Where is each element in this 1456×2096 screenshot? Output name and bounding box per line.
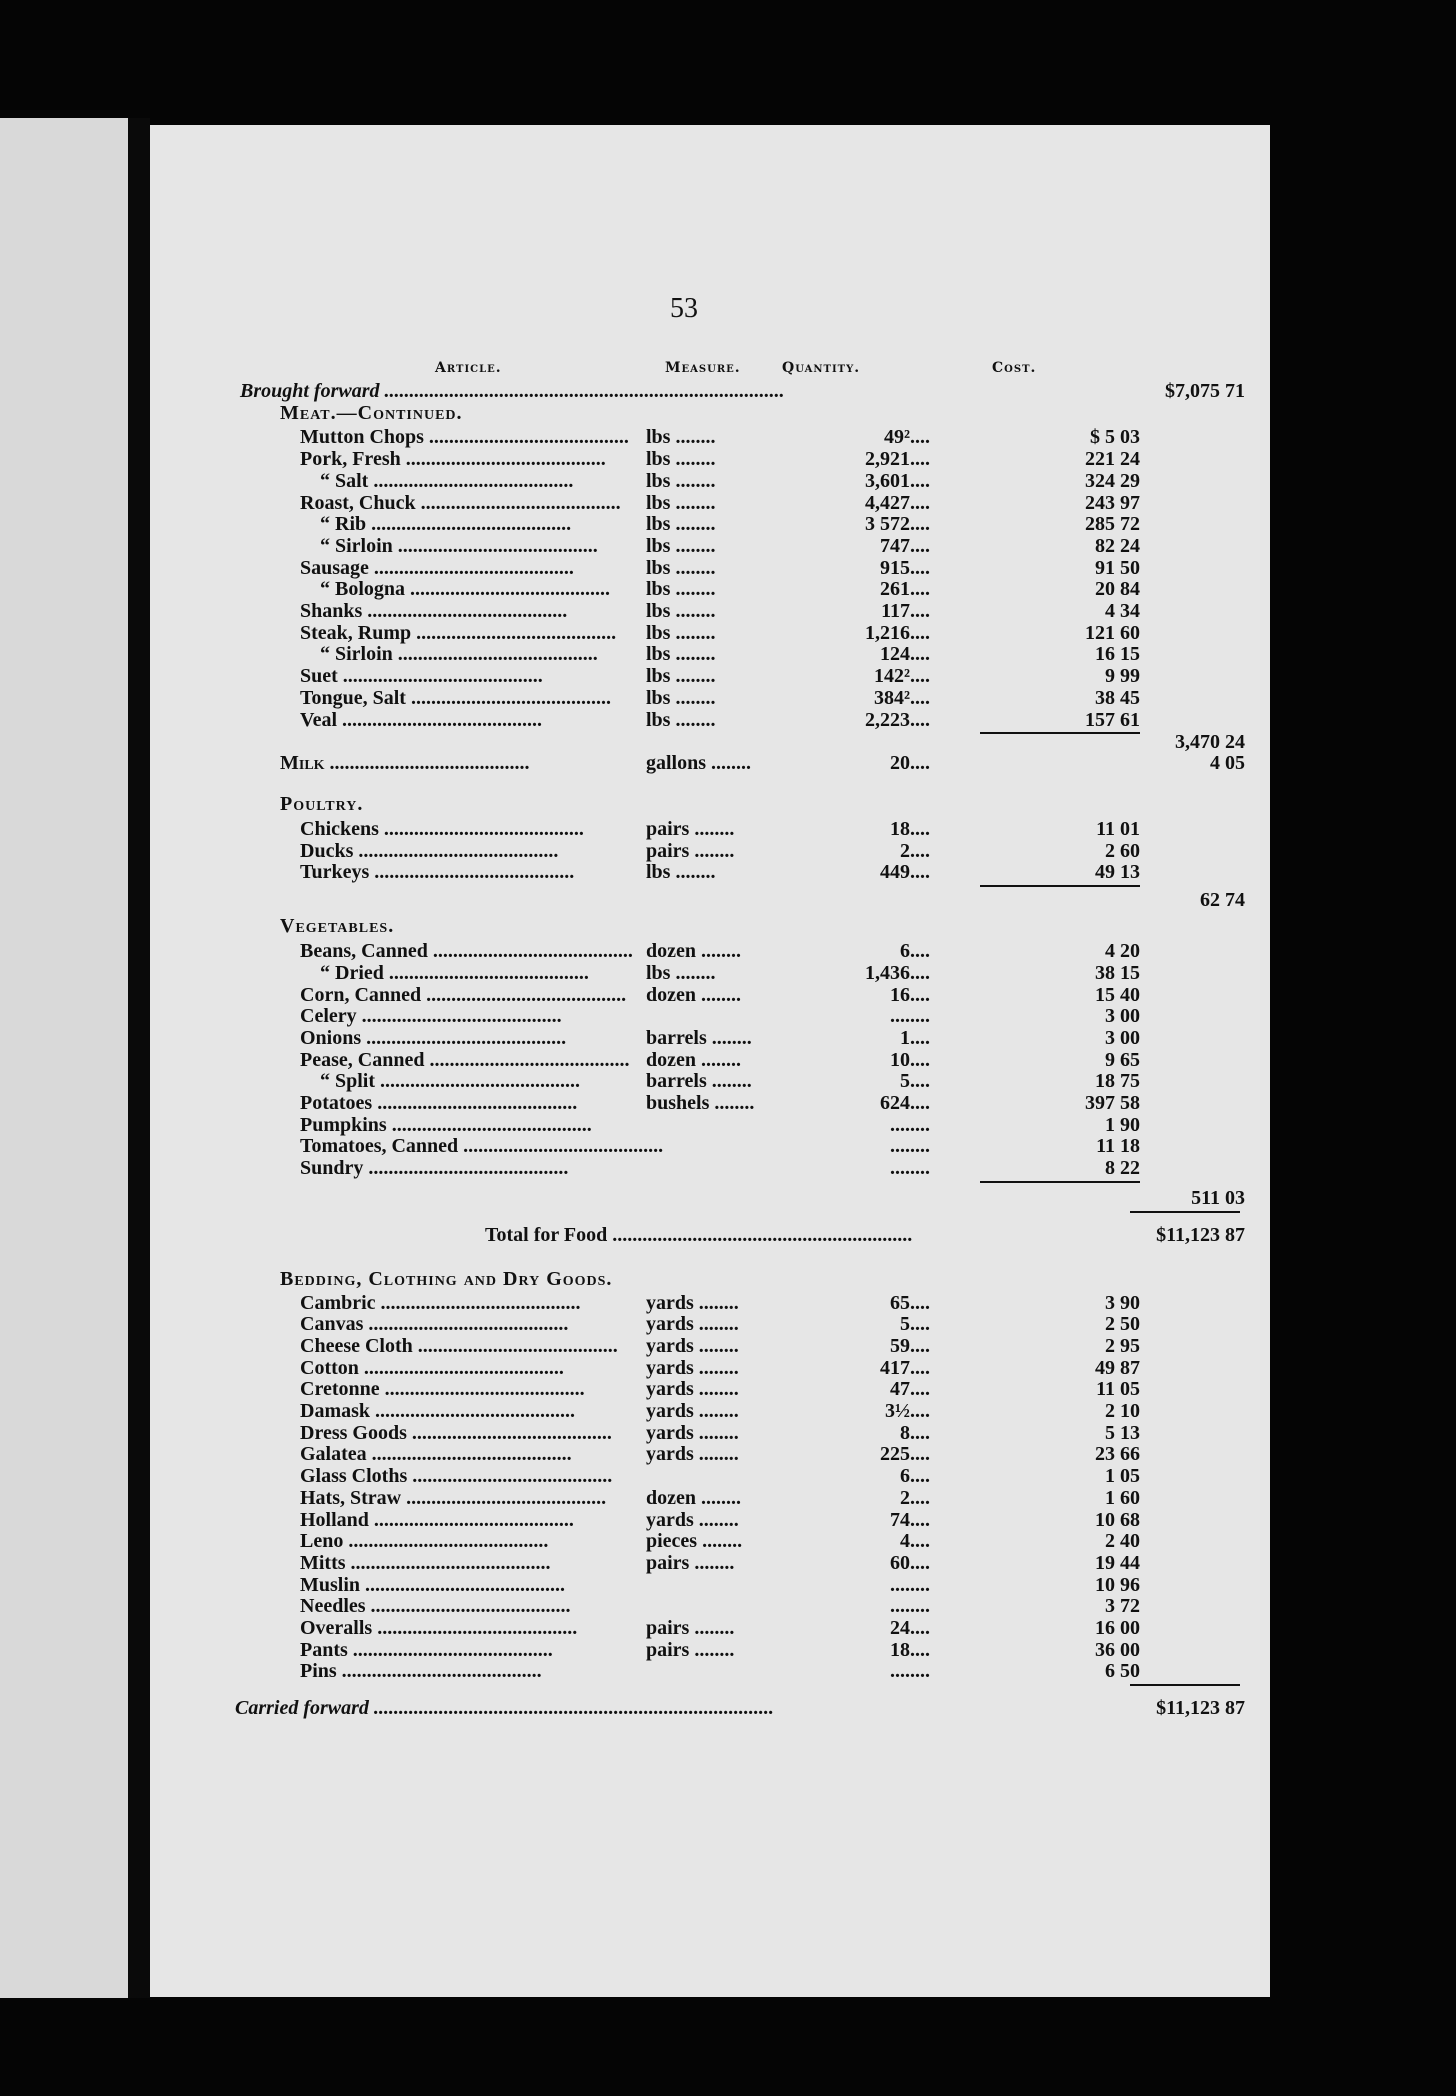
bedding-item-amount: 16 00 xyxy=(1095,1617,1140,1640)
vegetable-item-quantity: ........ xyxy=(890,1157,930,1180)
vegetable-item-quantity: 16.... xyxy=(890,983,930,1006)
meat-item-measure: lbs ........ xyxy=(646,448,716,471)
milk-quantity: 20.... xyxy=(890,751,930,774)
vegetable-item-row xyxy=(150,1070,1270,1092)
bedding-item-amount: 1 60 xyxy=(1105,1486,1140,1509)
meat-item-amount: 324 29 xyxy=(1085,469,1140,492)
total-rule xyxy=(980,1181,1140,1183)
poultry-item-amount: 2 60 xyxy=(1105,839,1140,862)
milk-article: Milk ........................................ xyxy=(280,751,530,774)
meat-item-quantity: 2,921.... xyxy=(865,448,930,471)
vegetables-title: Vegetables. xyxy=(280,915,395,938)
bedding-item-article: Pins ........................................ xyxy=(300,1660,542,1683)
meat-item-row xyxy=(150,687,1270,709)
bedding-item-measure: yards ........ xyxy=(646,1291,739,1314)
meat-item-measure: lbs ........ xyxy=(646,686,716,709)
meat-item-quantity: 4,427.... xyxy=(865,491,930,514)
meat-item-amount: 91 50 xyxy=(1095,556,1140,579)
bedding-item-measure: pieces ........ xyxy=(646,1530,743,1553)
bedding-item-row xyxy=(150,1443,1270,1465)
bedding-item-amount: 3 90 xyxy=(1105,1291,1140,1314)
total-rule xyxy=(980,885,1140,887)
meat-item-row xyxy=(150,470,1270,492)
bedding-item-amount: 3 72 xyxy=(1105,1595,1140,1618)
meat-item-row xyxy=(150,665,1270,687)
meat-item-article: “ Bologna ........................................ xyxy=(320,578,611,601)
bedding-item-amount: 2 10 xyxy=(1105,1400,1140,1423)
vegetable-item-quantity: 624.... xyxy=(880,1092,930,1115)
book-spine xyxy=(128,118,150,1998)
milk-row xyxy=(150,752,1270,774)
meat-item-row xyxy=(150,492,1270,514)
poultry-item-quantity: 2.... xyxy=(900,839,930,862)
meat-item-row xyxy=(150,643,1270,665)
bedding-item-measure: yards ........ xyxy=(646,1334,739,1357)
meat-item-article: “ Rib ........................................ xyxy=(320,513,572,536)
bedding-item-article: Muslin ........................................ xyxy=(300,1573,566,1596)
meat-item-quantity: 3 572.... xyxy=(865,513,930,536)
vegetable-item-amount: 3 00 xyxy=(1105,1026,1140,1049)
meat-item-row xyxy=(150,535,1270,557)
bedding-item-quantity: 2.... xyxy=(900,1486,930,1509)
meat-item-quantity: 117.... xyxy=(881,600,930,622)
bedding-item-article: Cotton ........................................ xyxy=(300,1356,564,1379)
poultry-item-article: Ducks ........................................ xyxy=(300,839,559,862)
meat-item-measure: lbs ........ xyxy=(646,556,716,579)
vegetable-item-article: Corn, Canned ........................................ xyxy=(300,983,627,1006)
meat-item-measure: lbs ........ xyxy=(646,578,716,601)
poultry-item-article: Turkeys ........................................ xyxy=(300,861,575,884)
facing-page-edge xyxy=(0,118,128,1998)
carried-forward-cost: $11,123 87 xyxy=(1156,1697,1245,1720)
vegetable-item-article: “ Dried ........................................ xyxy=(320,961,589,984)
vegetables-section-title xyxy=(150,915,1270,937)
meat-item-amount: 285 72 xyxy=(1085,513,1140,536)
poultry-total: 62 74 xyxy=(1200,888,1245,911)
meat-item-amount: 16 15 xyxy=(1095,643,1140,666)
bedding-item-article: Cheese Cloth ........................................ xyxy=(300,1334,618,1357)
vegetable-item-row xyxy=(150,984,1270,1006)
vegetable-item-amount: 1 90 xyxy=(1105,1113,1140,1136)
meat-item-measure: lbs ........ xyxy=(646,621,716,644)
bedding-item-quantity: ........ xyxy=(890,1595,930,1618)
bedding-item-row xyxy=(150,1292,1270,1314)
meat-item-measure: lbs ........ xyxy=(646,534,716,557)
vegetable-item-article: Onions ........................................ xyxy=(300,1026,567,1049)
vegetable-item-row xyxy=(150,1114,1270,1136)
brought-forward-cost: $7,075 71 xyxy=(1165,380,1245,402)
milk-measure: gallons ........ xyxy=(646,751,752,774)
meat-item-quantity: 142².... xyxy=(874,665,930,688)
vegetable-item-amount: 11 18 xyxy=(1096,1135,1140,1158)
vegetable-item-row xyxy=(150,1157,1270,1179)
bedding-section-title xyxy=(150,1268,1270,1290)
bedding-item-amount: 10 96 xyxy=(1095,1573,1140,1596)
bedding-item-quantity: 74.... xyxy=(890,1508,930,1531)
poultry-item-measure: pairs ........ xyxy=(646,839,735,862)
bedding-item-amount: 10 68 xyxy=(1095,1508,1140,1531)
bedding-item-measure: yards ........ xyxy=(646,1313,739,1336)
total-rule xyxy=(1130,1684,1240,1686)
meat-item-article: Veal ........................................ xyxy=(300,708,543,731)
meat-item-row xyxy=(150,622,1270,644)
meat-item-article: Steak, Rump ........................................ xyxy=(300,621,617,644)
meat-item-amount: 221 24 xyxy=(1085,448,1140,471)
bedding-item-amount: 49 87 xyxy=(1095,1356,1140,1379)
poultry-section-title xyxy=(150,793,1270,815)
bedding-item-measure: pairs ........ xyxy=(646,1638,735,1661)
meat-item-amount: 38 45 xyxy=(1095,686,1140,709)
bedding-item-amount: 19 44 xyxy=(1095,1551,1140,1574)
bedding-item-amount: 2 50 xyxy=(1105,1313,1140,1336)
meat-item-measure: lbs ........ xyxy=(646,513,716,536)
bedding-item-row xyxy=(150,1552,1270,1574)
bedding-item-quantity: 65.... xyxy=(890,1291,930,1314)
poultry-item-amount: 11 01 xyxy=(1096,817,1140,840)
bedding-item-row xyxy=(150,1574,1270,1596)
bedding-item-amount: 1 05 xyxy=(1105,1465,1140,1488)
bedding-item-amount: 36 00 xyxy=(1095,1638,1140,1661)
bedding-item-quantity: 3½.... xyxy=(885,1400,930,1423)
poultry-item-quantity: 18.... xyxy=(890,817,930,840)
meat-item-row xyxy=(150,513,1270,535)
meat-item-measure: lbs ........ xyxy=(646,665,716,688)
vegetable-item-amount: 38 15 xyxy=(1095,961,1140,984)
vegetables-total: 511 03 xyxy=(1191,1186,1245,1209)
bedding-item-amount: 2 40 xyxy=(1105,1530,1140,1553)
meat-item-measure: lbs ........ xyxy=(646,600,716,622)
vegetable-item-quantity: ........ xyxy=(890,1113,930,1136)
poultry-item-row xyxy=(150,818,1270,840)
vegetable-item-article: Potatoes ........................................ xyxy=(300,1092,578,1115)
bedding-item-measure: yards ........ xyxy=(646,1421,739,1444)
bedding-item-quantity: 47.... xyxy=(890,1378,930,1401)
header-measure: Measure. xyxy=(665,360,741,376)
meat-item-measure: lbs ........ xyxy=(646,469,716,492)
bedding-item-quantity: 417.... xyxy=(880,1356,930,1379)
meat-item-amount: 20 84 xyxy=(1095,578,1140,601)
vegetable-item-article: Pumpkins ........................................ xyxy=(300,1113,592,1136)
bedding-item-row xyxy=(150,1313,1270,1335)
brought-forward-label: Brought forward ................................................................................ xyxy=(240,380,785,402)
bedding-item-amount: 11 05 xyxy=(1096,1378,1140,1401)
poultry-item-quantity: 449.... xyxy=(880,861,930,884)
vegetable-item-amount: 3 00 xyxy=(1105,1005,1140,1028)
bedding-item-measure: pairs ........ xyxy=(646,1551,735,1574)
meat-item-row xyxy=(150,578,1270,600)
bedding-item-row xyxy=(150,1617,1270,1639)
bedding-item-row xyxy=(150,1422,1270,1444)
total-food-cost: $11,123 87 xyxy=(1156,1224,1245,1247)
vegetable-item-article: Tomatoes, Canned ........................................ xyxy=(300,1135,664,1158)
bedding-item-article: Pants ........................................ xyxy=(300,1638,553,1661)
vegetable-item-quantity: 1.... xyxy=(900,1026,930,1049)
meat-item-article: “ Sirloin ........................................ xyxy=(320,643,598,666)
bedding-item-row xyxy=(150,1400,1270,1422)
vegetable-item-row xyxy=(150,1135,1270,1157)
vegetable-item-row xyxy=(150,962,1270,984)
vegetable-item-amount: 18 75 xyxy=(1095,1070,1140,1093)
bedding-item-quantity: 24.... xyxy=(890,1617,930,1640)
meat-item-quantity: 49².... xyxy=(884,426,930,449)
ledger-page xyxy=(150,125,1270,1997)
meat-item-quantity: 1,216.... xyxy=(865,621,930,644)
bedding-item-article: Cambric ........................................ xyxy=(300,1291,581,1314)
vegetable-item-measure: lbs ........ xyxy=(646,961,716,984)
meat-item-amount: 157 61 xyxy=(1085,708,1140,731)
bedding-item-measure: yards ........ xyxy=(646,1378,739,1401)
total-rule xyxy=(1130,1211,1240,1213)
meat-item-amount: 9 99 xyxy=(1105,665,1140,688)
bedding-item-article: Overalls ........................................ xyxy=(300,1617,578,1640)
poultry-item-measure: pairs ........ xyxy=(646,817,735,840)
vegetable-item-amount: 8 22 xyxy=(1105,1157,1140,1180)
vegetable-item-quantity: 6.... xyxy=(900,940,930,963)
bedding-item-quantity: 225.... xyxy=(880,1443,930,1466)
bedding-item-measure: pairs ........ xyxy=(646,1617,735,1640)
meat-item-quantity: 384².... xyxy=(874,686,930,709)
bedding-item-amount: 2 95 xyxy=(1105,1334,1140,1357)
poultry-item-measure: lbs ........ xyxy=(646,861,716,884)
bedding-title: Bedding, Clothing and Dry Goods. xyxy=(280,1267,613,1290)
bedding-item-quantity: 4.... xyxy=(900,1530,930,1553)
vegetable-item-amount: 9 65 xyxy=(1105,1048,1140,1071)
meat-item-row xyxy=(150,426,1270,448)
bedding-item-row xyxy=(150,1378,1270,1400)
vegetable-item-row xyxy=(150,1005,1270,1027)
bedding-item-quantity: 5.... xyxy=(900,1313,930,1336)
bedding-item-row xyxy=(150,1660,1270,1682)
bedding-item-article: Dress Goods ........................................ xyxy=(300,1421,612,1444)
bedding-item-row xyxy=(150,1595,1270,1617)
bedding-item-article: Cretonne ........................................ xyxy=(300,1378,585,1401)
meat-item-article: “ Sirloin ........................................ xyxy=(320,534,598,557)
meat-item-quantity: 747.... xyxy=(880,534,930,557)
meat-item-row xyxy=(150,600,1270,622)
poultry-item-amount: 49 13 xyxy=(1095,861,1140,884)
page-number: 53 xyxy=(670,293,698,324)
meat-item-row xyxy=(150,557,1270,579)
total-food-label: Total for Food ............................................................ xyxy=(485,1224,913,1247)
vegetable-item-article: Beans, Canned ........................................ xyxy=(300,940,633,963)
meat-item-row xyxy=(150,448,1270,470)
vegetable-item-row xyxy=(150,1049,1270,1071)
poultry-item-row xyxy=(150,861,1270,883)
vegetable-item-quantity: 10.... xyxy=(890,1048,930,1071)
vegetables-total-row xyxy=(150,1187,1270,1209)
meat-item-quantity: 3,601.... xyxy=(865,469,930,492)
bedding-item-row xyxy=(150,1639,1270,1661)
bedding-item-quantity: 60.... xyxy=(890,1551,930,1574)
meat-item-article: Roast, Chuck ........................................ xyxy=(300,491,621,514)
vegetable-item-measure: barrels ........ xyxy=(646,1026,752,1049)
bedding-item-row xyxy=(150,1465,1270,1487)
bedding-item-article: Holland ........................................ xyxy=(300,1508,574,1531)
meat-item-row xyxy=(150,709,1270,731)
vegetable-item-article: “ Split ........................................ xyxy=(320,1070,581,1093)
vegetable-item-quantity: 1,436.... xyxy=(865,961,930,984)
vegetable-item-measure: dozen ........ xyxy=(646,983,741,1006)
meat-item-measure: lbs ........ xyxy=(646,708,716,731)
bedding-item-article: Hats, Straw ........................................ xyxy=(300,1486,607,1509)
meat-item-article: Pork, Fresh ........................................ xyxy=(300,448,606,471)
vegetable-item-measure: bushels ........ xyxy=(646,1092,755,1115)
bedding-item-article: Damask ........................................ xyxy=(300,1400,576,1423)
meat-item-amount: 243 97 xyxy=(1085,491,1140,514)
meat-item-article: Mutton Chops ........................................ xyxy=(300,426,629,449)
bedding-item-measure: yards ........ xyxy=(646,1443,739,1466)
meat-item-article: “ Salt ........................................ xyxy=(320,469,574,492)
vegetable-item-amount: 4 20 xyxy=(1105,940,1140,963)
meat-item-quantity: 261.... xyxy=(880,578,930,601)
bedding-item-quantity: ........ xyxy=(890,1660,930,1683)
bedding-item-row xyxy=(150,1357,1270,1379)
vegetable-item-quantity: 5.... xyxy=(900,1070,930,1093)
meat-item-amount: $ 5 03 xyxy=(1090,426,1140,449)
poultry-total-row xyxy=(150,889,1270,911)
vegetable-item-measure: dozen ........ xyxy=(646,1048,741,1071)
bedding-item-article: Galatea ........................................ xyxy=(300,1443,572,1466)
bedding-item-quantity: 59.... xyxy=(890,1334,930,1357)
bedding-item-quantity: 18.... xyxy=(890,1638,930,1661)
poultry-title: Poultry. xyxy=(280,793,364,816)
meat-item-article: Suet ........................................ xyxy=(300,665,543,688)
header-cost: Cost. xyxy=(992,360,1037,376)
meat-item-quantity: 2,223.... xyxy=(865,708,930,731)
bedding-item-article: Mitts ........................................ xyxy=(300,1551,551,1574)
poultry-item-row xyxy=(150,840,1270,862)
vegetable-item-article: Sundry ........................................ xyxy=(300,1157,569,1180)
bedding-item-row xyxy=(150,1509,1270,1531)
vegetable-item-amount: 397 58 xyxy=(1085,1092,1140,1115)
brought-forward-row xyxy=(150,380,1270,402)
vegetable-item-row xyxy=(150,940,1270,962)
bedding-item-quantity: 8.... xyxy=(900,1421,930,1444)
vegetable-item-article: Celery ........................................ xyxy=(300,1005,562,1028)
bedding-item-amount: 23 66 xyxy=(1095,1443,1140,1466)
header-article: Article. xyxy=(435,360,502,376)
milk-cost: 4 05 xyxy=(1210,751,1245,774)
bedding-item-article: Needles ........................................ xyxy=(300,1595,571,1618)
meat-title: Meat.—Continued. xyxy=(280,401,463,424)
meat-item-article: Sausage ........................................ xyxy=(300,556,574,579)
vegetable-item-measure: dozen ........ xyxy=(646,940,741,963)
total-food-row xyxy=(150,1224,1270,1246)
bedding-item-measure: dozen ........ xyxy=(646,1486,741,1509)
vegetable-item-quantity: ........ xyxy=(890,1005,930,1028)
carried-forward-label: Carried forward ................................................................................ xyxy=(235,1697,774,1720)
bedding-item-measure: yards ........ xyxy=(646,1356,739,1379)
bedding-item-article: Glass Cloths ........................................ xyxy=(300,1465,613,1488)
meat-item-article: Shanks ........................................ xyxy=(300,600,568,622)
bedding-item-measure: yards ........ xyxy=(646,1508,739,1531)
bedding-item-quantity: ........ xyxy=(890,1573,930,1596)
vegetable-item-measure: barrels ........ xyxy=(646,1070,752,1093)
bedding-item-amount: 5 13 xyxy=(1105,1421,1140,1444)
meat-item-amount: 82 24 xyxy=(1095,534,1140,557)
bedding-item-measure: yards ........ xyxy=(646,1400,739,1423)
meat-item-amount: 121 60 xyxy=(1085,621,1140,644)
bedding-item-article: Leno ........................................ xyxy=(300,1530,549,1553)
meat-item-amount: 4 34 xyxy=(1105,600,1140,622)
meat-item-article: Tongue, Salt ........................................ xyxy=(300,686,611,709)
vegetable-item-row xyxy=(150,1027,1270,1049)
bedding-item-article: Canvas ........................................ xyxy=(300,1313,569,1336)
bedding-item-row xyxy=(150,1335,1270,1357)
poultry-item-article: Chickens ........................................ xyxy=(300,817,584,840)
meat-item-measure: lbs ........ xyxy=(646,491,716,514)
meat-item-measure: lbs ........ xyxy=(646,643,716,666)
vegetable-item-row xyxy=(150,1092,1270,1114)
vegetable-item-quantity: ........ xyxy=(890,1135,930,1158)
carried-forward-row xyxy=(150,1697,1270,1719)
meat-item-quantity: 915.... xyxy=(880,556,930,579)
bedding-item-quantity: 6.... xyxy=(900,1465,930,1488)
bedding-item-amount: 6 50 xyxy=(1105,1660,1140,1683)
bedding-item-row xyxy=(150,1530,1270,1552)
header-quantity: Quantity. xyxy=(782,360,861,376)
meat-total-row xyxy=(150,731,1270,753)
bedding-item-row xyxy=(150,1487,1270,1509)
meat-item-quantity: 124.... xyxy=(880,643,930,666)
vegetable-item-article: Pease, Canned ........................................ xyxy=(300,1048,630,1071)
meat-total: 3,470 24 xyxy=(1175,731,1245,754)
vegetable-item-amount: 15 40 xyxy=(1095,983,1140,1006)
meat-section-title xyxy=(150,402,1270,424)
meat-item-measure: lbs ........ xyxy=(646,426,716,449)
